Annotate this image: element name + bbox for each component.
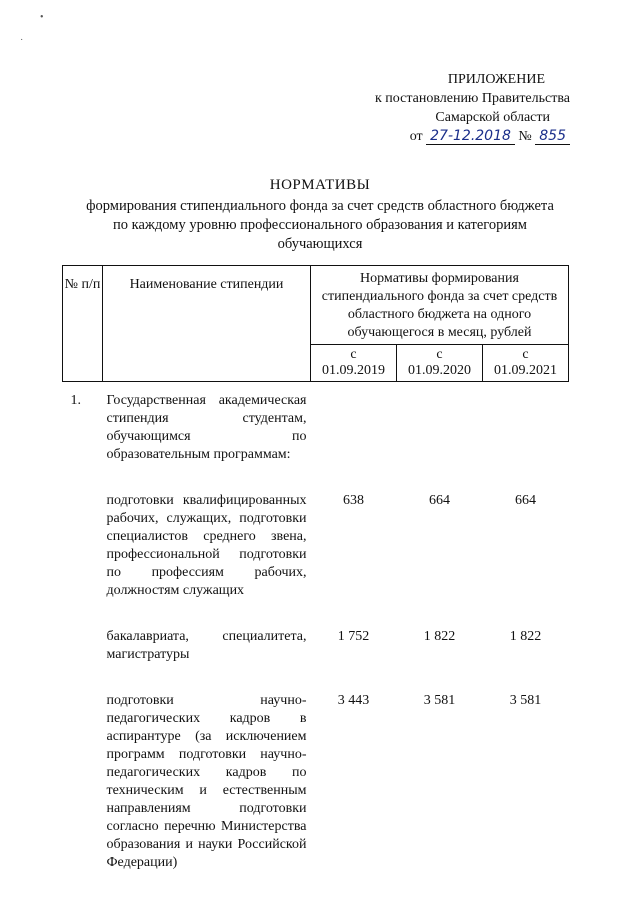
title-subtitle: формирования стипендиального фонда за счет средств областного бюджета по каждому уровню профессионального образования и категориям обучающихся xyxy=(86,198,554,252)
date-prefix: с xyxy=(436,347,443,362)
date-prefix: с xyxy=(522,347,529,362)
header-date-2019 xyxy=(311,345,397,382)
norms-table xyxy=(62,265,569,872)
from-label: от xyxy=(409,129,423,144)
value-2021: 1 822 xyxy=(509,629,542,644)
value-2019: 638 xyxy=(343,493,364,508)
value-2020: 3 581 xyxy=(423,693,456,708)
value-2019: 1 752 xyxy=(337,629,370,644)
scan-speck-2: ˙ xyxy=(20,38,24,49)
appendix-line-1: к постановлению Правительства xyxy=(374,91,570,106)
value-2019: 3 443 xyxy=(337,693,370,708)
scan-speck-1: • xyxy=(40,12,44,23)
value-2020: 1 822 xyxy=(423,629,456,644)
date-value: 01.09.2021 xyxy=(494,363,557,378)
header-num: № п/п xyxy=(63,266,103,382)
handwritten-date: 27-12.2018 xyxy=(426,128,515,145)
row-name: Государственная академическая стипендия студентам, обучающимся по образовательным программам: xyxy=(106,393,307,462)
value-2020: 664 xyxy=(429,493,450,508)
appendix-header xyxy=(340,70,570,146)
table-row xyxy=(63,628,569,664)
title-main: НОРМАТИВЫ xyxy=(269,177,371,193)
appendix-date-line xyxy=(340,127,570,146)
date-prefix: с xyxy=(350,347,357,362)
header-date-2021 xyxy=(483,345,569,382)
appendix-title: ПРИЛОЖЕНИЕ xyxy=(447,72,545,87)
value-2021: 3 581 xyxy=(509,693,542,708)
document-title xyxy=(80,176,560,254)
row-name: подготовки квалифицированных рабочих, служащих, подготовки специалистов среднего звена, профессиональной подготовки по профессиям рабочих, должностям служащих xyxy=(106,493,307,598)
header-name: Наименование стипендии xyxy=(103,266,311,382)
date-value: 01.09.2019 xyxy=(322,363,385,378)
table-row xyxy=(63,692,569,872)
row-name: подготовки научно-педагогических кадров в аспирантуре (за исключением программ подготовки научно-педагогических кадров по техническим и естественным направлениям подготовки согласно перечню Министерства образования и науки Российской Федерации) xyxy=(106,693,307,870)
handwritten-number: 855 xyxy=(535,128,570,145)
table-row xyxy=(63,492,569,600)
value-2021: 664 xyxy=(515,493,536,508)
table-row-section xyxy=(63,382,569,465)
row-num: 1. xyxy=(70,393,81,408)
appendix-line-2: Самарской области xyxy=(435,110,550,125)
header-norms-group: Нормативы формирования стипендиального фонда за счет средств областного бюджета на одного обучающегося в месяц, рублей xyxy=(311,266,569,345)
header-date-2020 xyxy=(397,345,483,382)
number-label: № xyxy=(518,129,532,144)
date-value: 01.09.2020 xyxy=(408,363,471,378)
row-name: бакалавриата, специалитета, магистратуры xyxy=(106,629,307,662)
